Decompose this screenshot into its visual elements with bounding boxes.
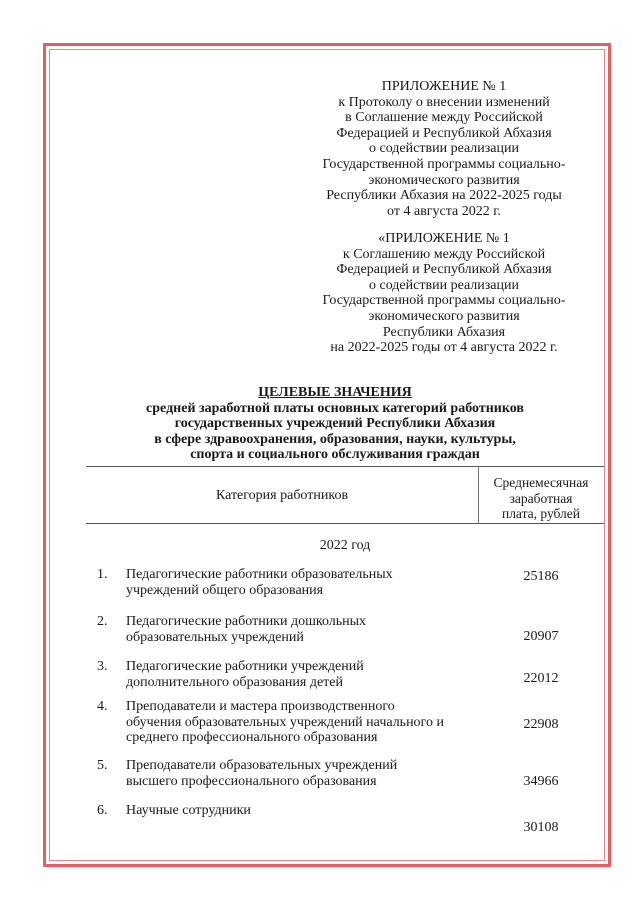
year-label: 2022 год — [319, 538, 371, 553]
row-category — [126, 567, 486, 598]
row-category-line: Научные сотрудники — [126, 803, 251, 818]
title-line: спорта и социального обслуживания граждан — [190, 447, 480, 462]
row-category-line: среднего профессионального образования — [126, 730, 378, 745]
appendix-line: в Соглашение между Российской — [345, 110, 543, 126]
row-category — [126, 659, 486, 690]
title-line: в сфере здравоохранения, образования, науки, культуры, — [154, 431, 516, 447]
row-number: 4. — [97, 699, 108, 714]
row-value: 22908 — [523, 717, 559, 732]
row-number: 1. — [97, 567, 108, 582]
column-header-pay — [478, 475, 604, 522]
appendix-agreement-header — [318, 231, 570, 356]
appendix-line: Федерацией и Республикой Абхазия — [336, 262, 552, 278]
appendix-line: о содействии реализации — [369, 277, 519, 293]
title-line: государственных учреждений Республики Абхазия — [174, 416, 496, 431]
row-value: 22012 — [523, 671, 559, 686]
row-category-line: Педагогические работники учреждений — [126, 659, 364, 674]
appendix-line: экономического развития — [368, 172, 520, 188]
appendix-line: к Протоколу о внесении изменений — [338, 94, 550, 110]
column-header-category: Категория работников — [215, 488, 349, 503]
row-category-line: Педагогические работники образовательных — [126, 567, 393, 582]
appendix-line: экономического развития — [368, 308, 520, 324]
row-number: 2. — [97, 614, 108, 629]
row-category — [126, 758, 486, 789]
appendix-line: Государственной программы социально- — [322, 293, 566, 309]
row-category — [126, 803, 486, 819]
appendix-line: от 4 августа 2022 г. — [387, 203, 501, 219]
row-category-line: Педагогические работники дошкольных — [126, 614, 367, 629]
row-number: 6. — [97, 803, 108, 818]
row-category — [126, 614, 486, 645]
row-value: 20907 — [523, 629, 559, 644]
row-category-line: Преподаватели и мастера производственного — [126, 699, 395, 714]
row-category-line: высшего профессионального образования — [126, 773, 377, 789]
column-header-pay-line: заработная — [509, 490, 573, 506]
appendix-line: о содействии реализации — [369, 141, 519, 157]
table-header-rule — [86, 523, 604, 524]
row-category-line: обучения образовательных учреждений начального и — [126, 714, 444, 730]
row-category-line: образовательных учреждений — [126, 629, 304, 645]
column-header-pay-line: плата, рублей — [501, 506, 581, 521]
row-category-line: учреждений общего образования — [126, 582, 324, 598]
row-value: 34966 — [523, 774, 559, 789]
appendix-line: на 2022-2025 годы от 4 августа 2022 г. — [330, 340, 558, 356]
appendix-line: Государственной программы социально- — [322, 156, 566, 172]
document-title — [110, 385, 560, 463]
row-number: 3. — [97, 659, 108, 674]
appendix-line: Федерацией и Республикой Абхазия — [336, 125, 552, 141]
row-number: 5. — [97, 758, 108, 773]
row-category — [126, 699, 486, 746]
row-category-line: Преподаватели образовательных учреждений — [126, 758, 398, 773]
title-heading: ЦЕЛЕВЫЕ ЗНАЧЕНИЯ — [258, 385, 412, 400]
appendix-line: к Соглашению между Российской — [342, 246, 546, 262]
title-line: средней заработной платы основных категорий работников — [146, 400, 524, 416]
row-value: 25186 — [523, 569, 559, 584]
appendix-line: Республики Абхазия — [382, 324, 506, 340]
appendix-line: «ПРИЛОЖЕНИЕ № 1 — [378, 231, 510, 246]
column-header-pay-line: Среднемесячная — [493, 475, 589, 490]
appendix-line: Республики Абхазия на 2022-2025 годы — [326, 188, 562, 204]
appendix-protocol-header — [318, 79, 570, 219]
appendix-line: ПРИЛОЖЕНИЕ № 1 — [381, 79, 507, 94]
table-top-rule — [86, 466, 604, 467]
row-value: 30108 — [523, 820, 559, 835]
row-category-line: дополнительного образования детей — [126, 674, 343, 690]
